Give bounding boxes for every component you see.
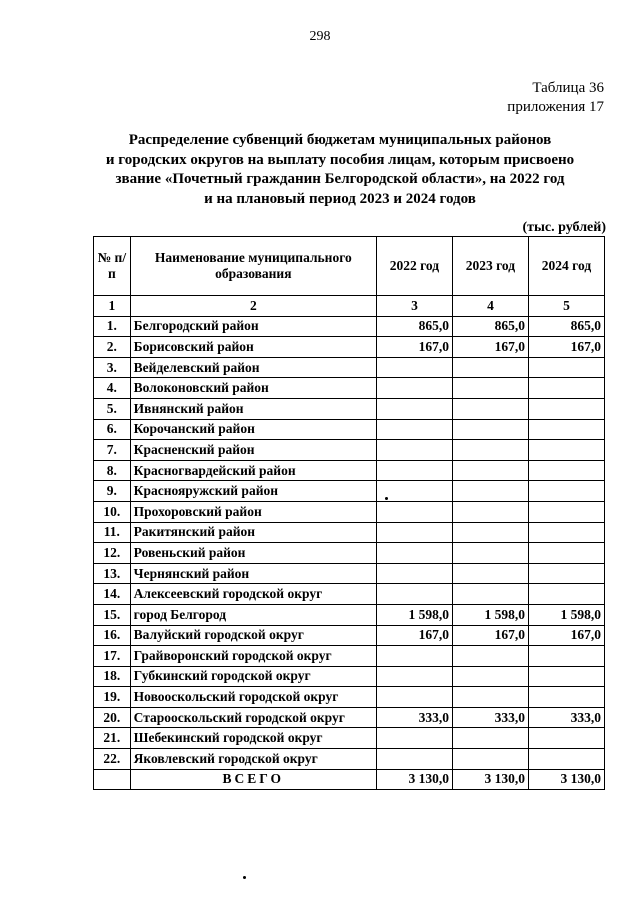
document-title [80,131,600,209]
row-2022: 167,0 [376,337,452,358]
table-row [94,604,605,625]
table-row [94,646,605,667]
table-row [94,337,605,358]
row-2024: 333,0 [528,707,604,728]
row-num: 11. [94,522,131,543]
table-header-row [94,237,605,296]
row-name: Грайворонский городской округ [130,646,376,667]
header-2023: 2023 год [452,237,528,296]
header-name: Наименование муниципального образования [130,237,376,296]
row-2024 [528,666,604,687]
row-2024 [528,687,604,708]
column-number: 2 [130,296,376,317]
total-2022: 3 130,0 [376,769,452,790]
row-2022 [376,440,452,461]
row-2024: 865,0 [528,316,604,337]
row-num: 1. [94,316,131,337]
row-2023 [452,687,528,708]
row-2024 [528,563,604,584]
row-2023 [452,357,528,378]
title-line: и на плановый период 2023 и 2024 годов [204,190,476,207]
row-name: Борисовский район [130,337,376,358]
row-name: Корочанский район [130,419,376,440]
row-2023 [452,522,528,543]
row-2022 [376,398,452,419]
row-num: 5. [94,398,131,419]
row-num: 19. [94,687,131,708]
page-number: 298 [309,29,331,44]
table-row [94,749,605,770]
table-row [94,398,605,419]
row-2024: 167,0 [528,625,604,646]
row-name: Новооскольский городской округ [130,687,376,708]
row-2024 [528,460,604,481]
row-2023: 865,0 [452,316,528,337]
row-name: Белгородский район [130,316,376,337]
scan-speck [243,876,246,879]
row-name: город Белгород [130,604,376,625]
row-2022 [376,357,452,378]
row-2022 [376,687,452,708]
row-name: Ракитянский район [130,522,376,543]
row-2022 [376,543,452,564]
row-2024 [528,398,604,419]
row-2024 [528,440,604,461]
row-num: 2. [94,337,131,358]
table-row [94,460,605,481]
row-num: 7. [94,440,131,461]
total-2024: 3 130,0 [528,769,604,790]
row-2022 [376,419,452,440]
row-2023 [452,584,528,605]
table-reference-line2: приложения 17 [507,99,604,115]
row-2023 [452,460,528,481]
row-name: Алексеевский городской округ [130,584,376,605]
row-2023 [452,378,528,399]
table-reference [507,79,604,117]
row-2022 [376,728,452,749]
table-row [94,563,605,584]
row-2022 [376,460,452,481]
row-2023 [452,440,528,461]
row-num: 15. [94,604,131,625]
row-2022: 167,0 [376,625,452,646]
table-row [94,440,605,461]
row-2022 [376,584,452,605]
row-2023 [452,728,528,749]
title-line: и городских округов на выплату пособия лицам, которым присвоено [105,151,575,168]
row-name: Шебекинский городской округ [130,728,376,749]
table-row [94,501,605,522]
column-number: 3 [376,296,452,317]
row-2023 [452,543,528,564]
row-2023: 167,0 [452,337,528,358]
row-2022 [376,378,452,399]
row-2023: 1 598,0 [452,604,528,625]
row-2022 [376,666,452,687]
table-row [94,707,605,728]
row-2022: 865,0 [376,316,452,337]
table-row [94,728,605,749]
table-row [94,419,605,440]
row-2023 [452,563,528,584]
row-num: 13. [94,563,131,584]
row-name: Чернянский район [130,563,376,584]
row-name: Прохоровский район [130,501,376,522]
header-num: № п/п [94,237,131,296]
row-2023 [452,666,528,687]
row-name: Волоконовский район [130,378,376,399]
row-name: Ровеньский район [130,543,376,564]
table-row [94,481,605,502]
row-2024 [528,501,604,522]
row-2022: 1 598,0 [376,604,452,625]
row-num: 22. [94,749,131,770]
row-num: 20. [94,707,131,728]
table-row [94,522,605,543]
row-2024: 167,0 [528,337,604,358]
row-num: 3. [94,357,131,378]
table-row [94,625,605,646]
row-2024 [528,749,604,770]
row-name: Валуйский городской округ [130,625,376,646]
total-num-cell [94,769,131,790]
row-name: Красненский район [130,440,376,461]
row-name: Красногвардейский район [130,460,376,481]
row-2023: 167,0 [452,625,528,646]
subvention-table [93,236,605,790]
table-row [94,584,605,605]
row-2024 [528,728,604,749]
title-line: звание «Почетный гражданин Белгородской области», на 2022 год [115,171,565,187]
row-2023 [452,501,528,522]
row-num: 4. [94,378,131,399]
row-2022: 333,0 [376,707,452,728]
row-num: 16. [94,625,131,646]
total-row [94,769,605,790]
header-2024: 2024 год [528,237,604,296]
row-name: Ивнянский район [130,398,376,419]
row-2022 [376,522,452,543]
row-name: Губкинский городской округ [130,666,376,687]
row-2024 [528,481,604,502]
row-2022 [376,563,452,584]
header-2022: 2022 год [376,237,452,296]
row-2023 [452,398,528,419]
row-2024: 1 598,0 [528,604,604,625]
row-num: 8. [94,460,131,481]
row-2023: 333,0 [452,707,528,728]
row-name: Яковлевский городской округ [130,749,376,770]
title-line: Распределение субвенций бюджетам муниципальных районов [128,132,552,148]
table-row [94,687,605,708]
column-number-row [94,296,605,317]
table-row [94,357,605,378]
row-2023 [452,419,528,440]
row-num: 18. [94,666,131,687]
row-num: 12. [94,543,131,564]
table-reference-line1: Таблица 36 [532,80,604,96]
row-name: Вейделевский район [130,357,376,378]
row-2023 [452,646,528,667]
row-2024 [528,522,604,543]
row-num: 10. [94,501,131,522]
row-2024 [528,419,604,440]
row-2022 [376,501,452,522]
total-2023: 3 130,0 [452,769,528,790]
table-row [94,543,605,564]
row-num: 14. [94,584,131,605]
row-num: 9. [94,481,131,502]
row-2022 [376,749,452,770]
table-row [94,666,605,687]
row-2024 [528,646,604,667]
column-number: 1 [94,296,131,317]
row-name: Краснояружский район [130,481,376,502]
units-label: (тыс. рублей) [522,220,606,235]
row-2023 [452,749,528,770]
row-num: 6. [94,419,131,440]
row-2024 [528,584,604,605]
total-label: ВСЕГО [130,769,376,790]
column-number: 4 [452,296,528,317]
row-2024 [528,378,604,399]
row-2024 [528,543,604,564]
table-row [94,316,605,337]
row-name: Старооскольский городской округ [130,707,376,728]
column-number: 5 [528,296,604,317]
row-2022 [376,646,452,667]
row-2024 [528,357,604,378]
table-row [94,378,605,399]
row-2023 [452,481,528,502]
row-num: 21. [94,728,131,749]
row-num: 17. [94,646,131,667]
scan-speck [385,497,388,500]
